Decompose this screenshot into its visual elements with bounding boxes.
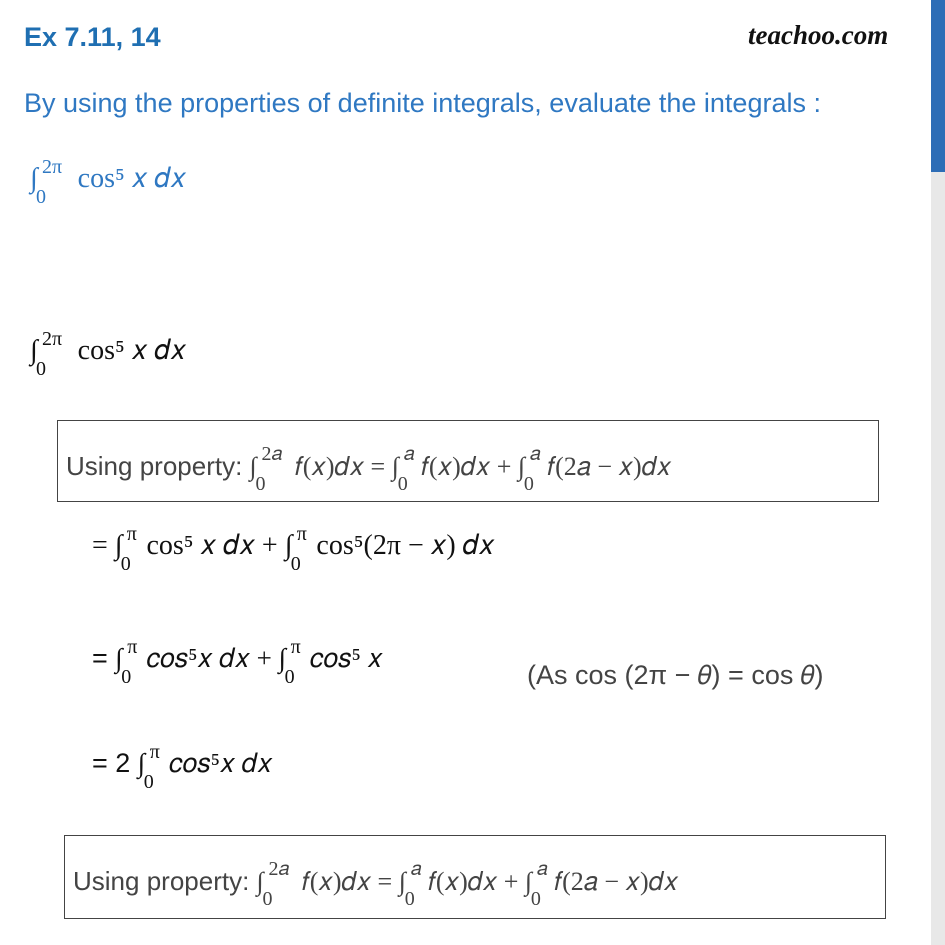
lower-limit: 0 <box>36 358 46 380</box>
integral-sign: ∫ 2𝑎 0 <box>249 443 283 495</box>
integral-sign: ∫ 𝑎 0 <box>391 443 415 495</box>
property-statement: Using property: ∫ 2𝑎 0 𝑓(𝑥)𝑑𝑥 = ∫ 𝑎 0 𝑓(𝑥)𝑑𝑥 + ∫ 𝑎 0 𝑓(2𝑎 − 𝑥)𝑑𝑥 <box>73 858 679 910</box>
integral-sign: ∫ π 0 <box>137 741 160 793</box>
integral-sign: ∫ 𝑎 0 <box>524 858 548 910</box>
upper-limit: 2π <box>42 328 63 350</box>
integral-sign: ∫ π 0 <box>278 636 301 688</box>
step-2: = ∫ π 0 𝑐𝑜𝑠⁵𝑥 𝑑𝑥 + ∫ π 0 𝑐𝑜𝑠⁵ 𝑥 <box>92 636 383 688</box>
property-box <box>64 835 886 919</box>
property-label: Using property: <box>66 451 250 481</box>
property-statement: Using property: ∫ 2𝑎 0 𝑓(𝑥)𝑑𝑥 = ∫ 𝑎 0 𝑓(𝑥)𝑑𝑥 + ∫ 𝑎 0 𝑓(2𝑎 − 𝑥)𝑑𝑥 <box>66 443 672 495</box>
upper-limit: 2π <box>42 156 63 178</box>
integrand: cos⁵ 𝑥 𝑑𝑥 <box>77 163 187 194</box>
integral-sign: ∫ 𝑎 0 <box>517 443 541 495</box>
integral-sign: ∫ π 0 <box>114 523 137 575</box>
question-text: By using the properties of definite integrals, evaluate the integrals : <box>24 88 821 118</box>
restated-integral <box>30 328 187 380</box>
question-integral <box>30 156 187 208</box>
brand-logo: teachoo.com <box>748 20 889 50</box>
integral-sign: ∫ π 0 <box>115 636 138 688</box>
exercise-title: Ex 7.11, 14 <box>24 22 161 52</box>
lower-limit: 0 <box>36 186 46 208</box>
integral-sign: ∫ 𝑎 0 <box>398 858 422 910</box>
step-1: = ∫ π 0 cos⁵ 𝑥 𝑑𝑥 + ∫ π 0 cos⁵(2π − 𝑥) 𝑑𝑥 <box>92 523 495 575</box>
property-box <box>57 420 879 502</box>
property-label: Using property: <box>73 866 257 896</box>
integral-sign: ∫ 2π 0 <box>30 328 63 380</box>
integrand: cos⁵ 𝑥 𝑑𝑥 <box>77 335 187 366</box>
step-3: = 2 ∫ π 0 𝑐𝑜𝑠⁵𝑥 𝑑𝑥 <box>92 741 273 793</box>
integral-sign: ∫ 2𝑎 0 <box>256 858 290 910</box>
integral-sign: ∫ 2π 0 <box>30 156 63 208</box>
integral-sign: ∫ π 0 <box>284 523 307 575</box>
scrollbar-thumb[interactable] <box>931 0 945 172</box>
identity-note: (As cos (2π − 𝜃) = cos 𝜃) <box>527 660 824 690</box>
